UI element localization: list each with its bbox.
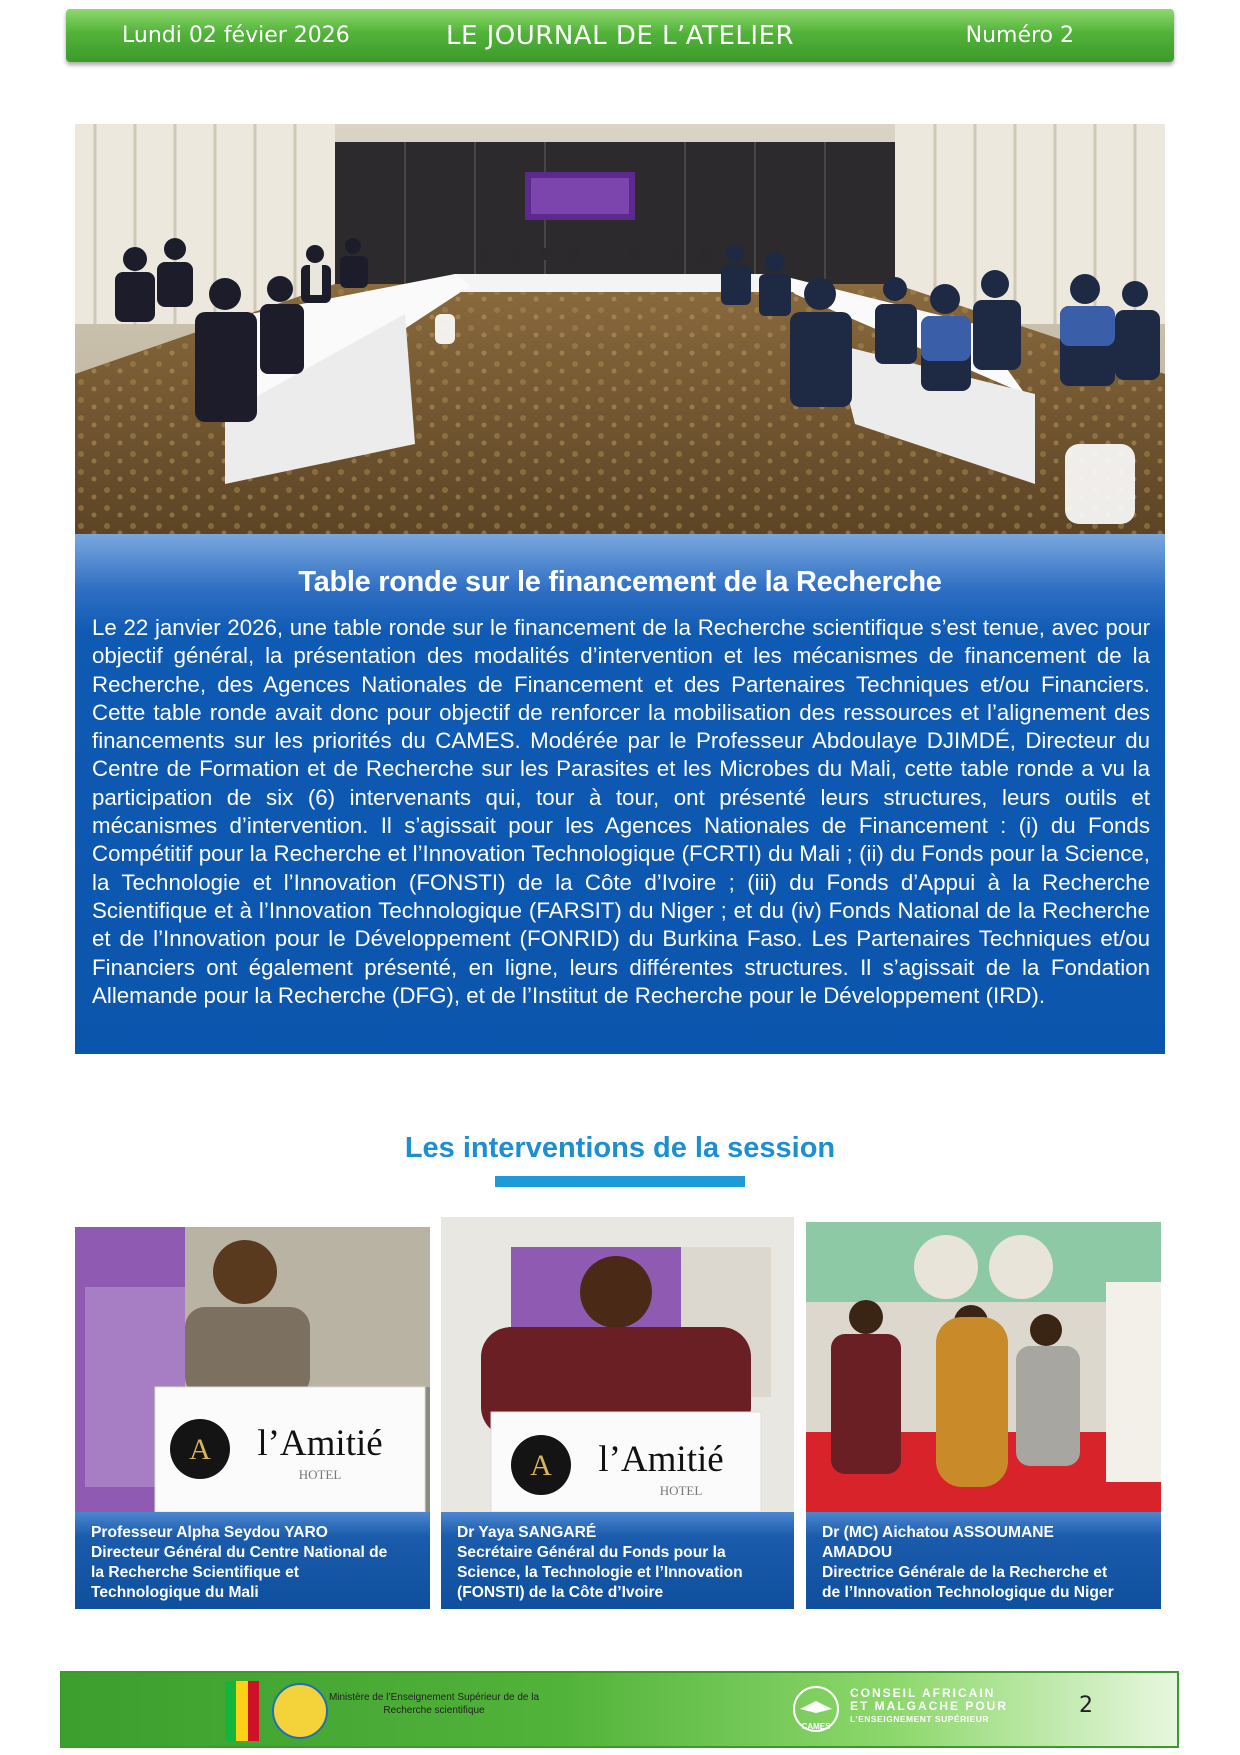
cames-logo-icon: [790, 1683, 842, 1735]
caption-line: Directeur Général du Centre National de: [91, 1544, 388, 1561]
caption-line: (FONSTI) de la Côte d’Ivoire: [457, 1584, 664, 1601]
article-box: [75, 534, 1165, 1054]
cames-line: ET MALGACHE POUR: [850, 1699, 1008, 1713]
caption-line: Professeur Alpha Seydou YARO: [91, 1524, 328, 1541]
svg-text:CAMES: CAMES: [801, 1722, 831, 1731]
svg-text:A: A: [189, 1433, 211, 1466]
caption-line: Science, la Technologie et l’Innovation: [457, 1564, 743, 1581]
podium-sub-1: HOTEL: [298, 1467, 342, 1482]
speaker-card-1: [75, 1227, 430, 1609]
caption-line: Dr Yaya SANGARÉ: [457, 1524, 597, 1541]
cames-line: CONSEIL AFRICAIN: [850, 1686, 996, 1700]
speaker-caption-2: [441, 1512, 794, 1609]
caption-line: Technologique du Mali: [91, 1584, 259, 1601]
caption-line: la Recherche Scientifique et: [91, 1564, 299, 1581]
podium-text-1: l’Amitié: [257, 1423, 383, 1464]
cames-line: L’ENSEIGNEMENT SUPÉRIEUR: [850, 1714, 990, 1724]
ministry-seal-icon: [272, 1683, 328, 1739]
article-title: Table ronde sur le financement de la Recherche: [298, 566, 942, 598]
caption-line: Dr (MC) Aichatou ASSOUMANE: [822, 1524, 1054, 1541]
mali-flag-icon: [225, 1681, 259, 1741]
journal-title: LE JOURNAL DE L’ATELIER: [445, 21, 795, 51]
cames-name: [850, 1687, 1008, 1726]
page-header: [66, 9, 1174, 62]
speaker-caption-1: [75, 1512, 430, 1609]
caption-line: AMADOU: [822, 1544, 893, 1561]
conference-room-photo: [75, 124, 1165, 534]
page-footer: [60, 1671, 1179, 1748]
issue-date: Lundi 02 févier 2026: [122, 23, 350, 48]
caption-line: de l’Innovation Technologique du Niger: [822, 1584, 1114, 1601]
speaker-photo-2: [441, 1217, 794, 1515]
speaker-photo-3: [806, 1222, 1161, 1515]
podium-sub-2: HOTEL: [659, 1483, 703, 1498]
page-number: 2: [1079, 1693, 1093, 1718]
podium-text-2: l’Amitié: [598, 1439, 724, 1480]
caption-line: Directrice Générale de la Recherche et: [822, 1564, 1108, 1581]
speaker-card-3: [806, 1222, 1161, 1609]
speaker-caption-3: [806, 1512, 1161, 1609]
issue-number: Numéro 2: [965, 23, 1074, 48]
speaker-card-2: [441, 1217, 794, 1609]
ministry-name: Ministère de l’Enseignement Supérieur de de la Recherche scientifique: [328, 1692, 540, 1716]
article-body: Le 22 janvier 2026, une table ronde sur le financement de la Recherche scientifique s’est tenue, avec pour objectif général, la présentation des modalités d’intervention et les mécanismes de financement de la Recherche, des Agences Nationales de Financement et des Partenaires Techniques et/ou Financiers. Cette table ronde avait donc pour objectif de renforcer la mobilisation des ressources et l’alignement des financements sur les priorités du CAMES. Modérée par le Professeur Abdoulaye DJIMDÉ, Directeur du Centre de Formation et de Recherche sur les Parasites et les Microbes du Mali, cette table ronde a vu la participation de six (6) intervenants qui, tour à tour, ont présenté leurs structures, leurs outils et mécanismes d’intervention. Il s’agissait pour les Agences Nationales de Financement : (i) du Fonds Compétitif pour la Recherche et l’Innovation Technologique (FCRTI) du Mali ; (ii) du Fonds pour la Science, la Technologie et l’Innovation (FONSTI) de la Côte d’Ivoire ; (iii) du Fonds d’Appui à la Recherche Scientifique et à l’Innovation Technologique (FARSIT) du Niger ; et du (iv) Fonds National de la Recherche et de l’Innovation pour le Développement (FONRID) du Burkina Faso. Les Partenaires Techniques et/ou Financiers ont également présenté, en ligne, leurs différentes structures. Il s’agissait de la Fondation Allemande pour la Recherche (DFG), et de l’Institut de Recherche pour le Développement (IRD).: [92, 615, 1150, 1008]
section-title: Les interventions de la session: [404, 1132, 836, 1164]
caption-line: Secrétaire Général du Fonds pour la: [457, 1544, 726, 1561]
section-underline: [495, 1176, 745, 1187]
svg-text:A: A: [530, 1449, 552, 1482]
speaker-photo-1: [75, 1227, 430, 1515]
